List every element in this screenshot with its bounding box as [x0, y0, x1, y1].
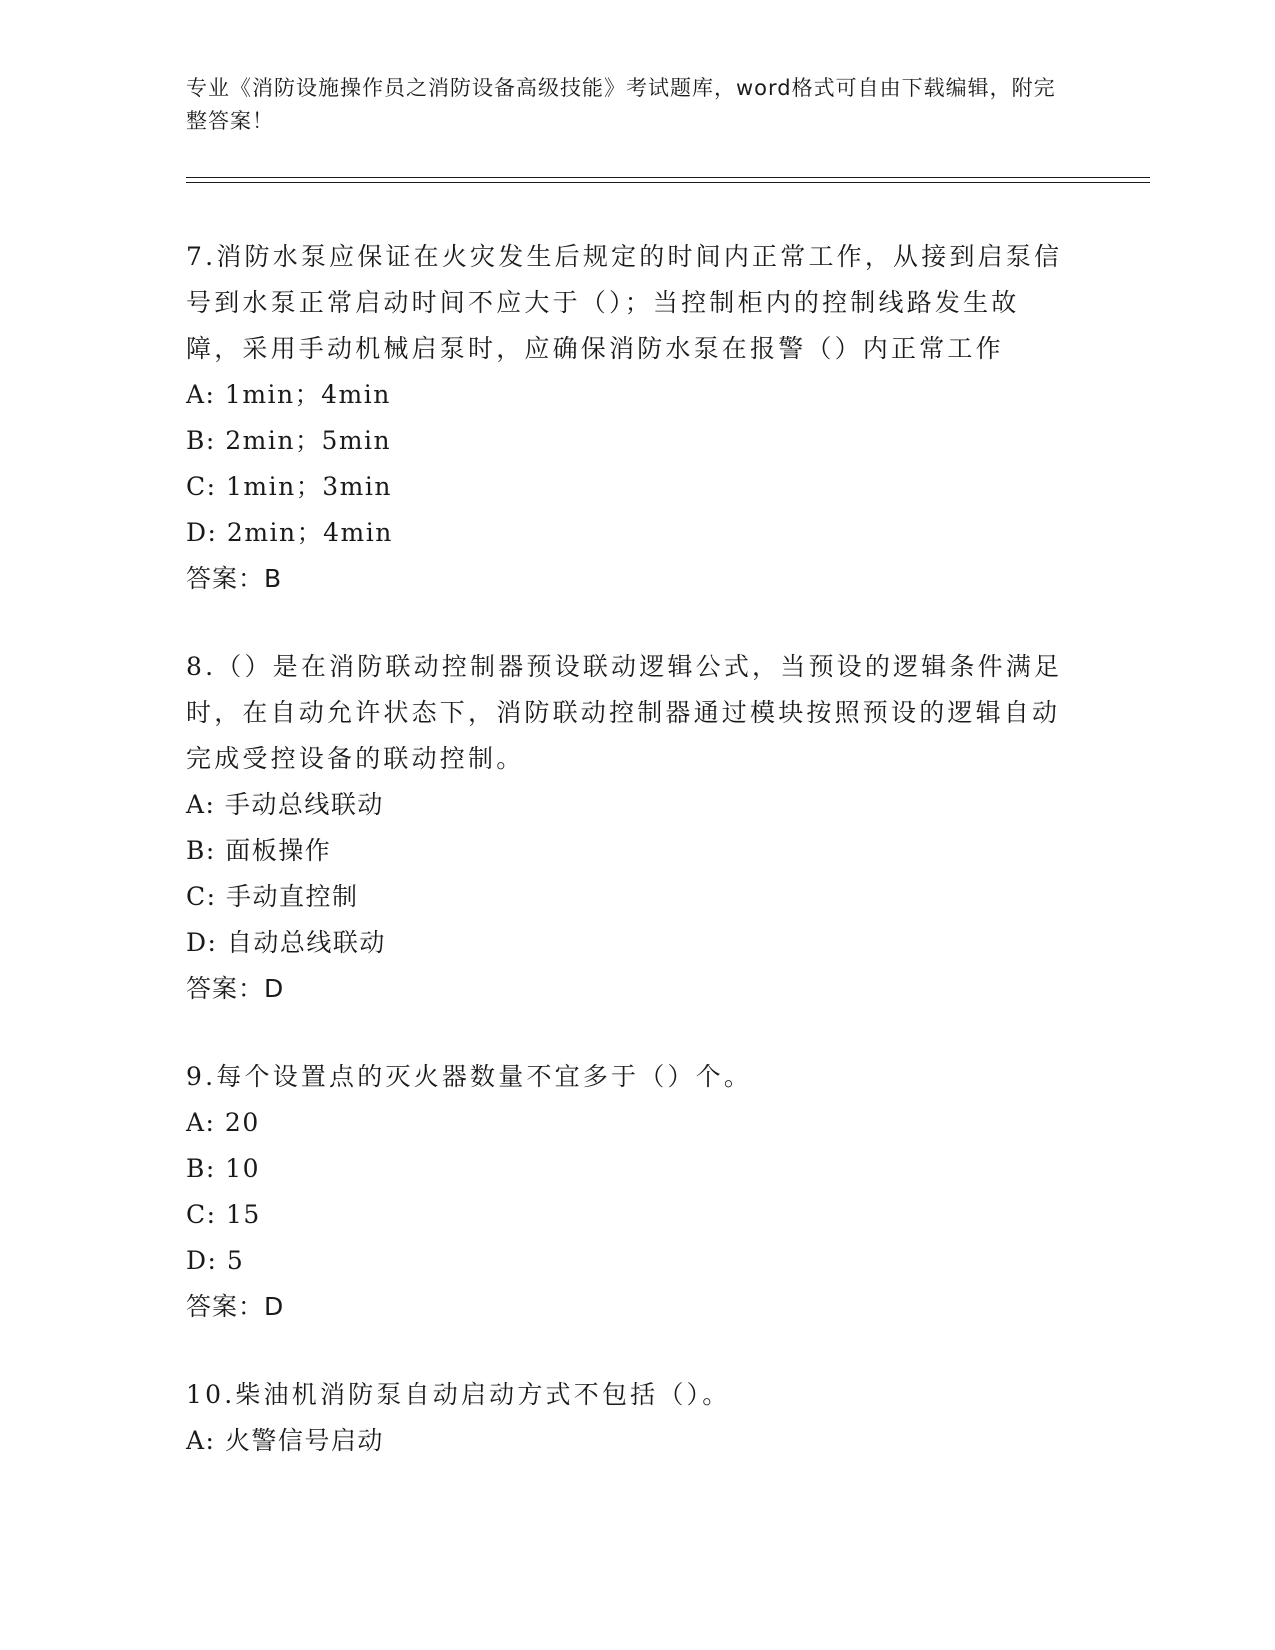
question-7 [186, 234, 1066, 602]
option-a: A: 手动总线联动 [186, 790, 384, 819]
option-b: B: 2min；5min [186, 426, 392, 455]
document-header: 专业《消防设施操作员之消防设备高级技能》考试题库，word格式可自由下载编辑，附完整答案！ [186, 76, 1056, 133]
question-8 [186, 644, 1066, 1012]
question-stem: 10.柴油机消防泵自动启动方式不包括（）。 [186, 1380, 731, 1409]
option-b: B: 10 [186, 1154, 261, 1183]
answer-line: 答案：D [186, 1292, 285, 1321]
answer-line: 答案：D [186, 974, 285, 1003]
option-a: A: 火警信号启动 [186, 1426, 384, 1455]
option-b: B: 面板操作 [186, 836, 332, 865]
option-c: C: 15 [186, 1200, 261, 1229]
header-divider-top [186, 177, 1150, 178]
question-10 [186, 1372, 1066, 1464]
option-d: D: 5 [186, 1246, 245, 1275]
option-d: D: 自动总线联动 [186, 928, 386, 957]
question-stem: 9.每个设置点的灭火器数量不宜多于（）个。 [186, 1062, 753, 1091]
question-stem: 7.消防水泵应保证在火灾发生后规定的时间内正常工作，从接到启泵信号到水泵正常启动时间不应大于（）；当控制柜内的控制线路发生故障，采用手动机械启泵时，应确保消防水泵在报警（）内正常工作 [186, 242, 1063, 363]
option-a: A: 20 [186, 1108, 260, 1137]
question-stem: 8.（）是在消防联动控制器预设联动逻辑公式，当预设的逻辑条件满足时，在自动允许状态下，消防联动控制器通过模块按照预设的逻辑自动完成受控设备的联动控制。 [186, 652, 1063, 773]
answer-line: 答案：B [186, 564, 283, 593]
option-d: D: 2min；4min [186, 518, 393, 547]
header-divider-bottom [186, 182, 1150, 183]
option-c: C: 手动直控制 [186, 882, 359, 911]
option-c: C: 1min；3min [186, 472, 392, 501]
option-a: A: 1min；4min [186, 380, 391, 409]
question-9 [186, 1054, 1066, 1330]
question-list [186, 234, 1066, 1464]
